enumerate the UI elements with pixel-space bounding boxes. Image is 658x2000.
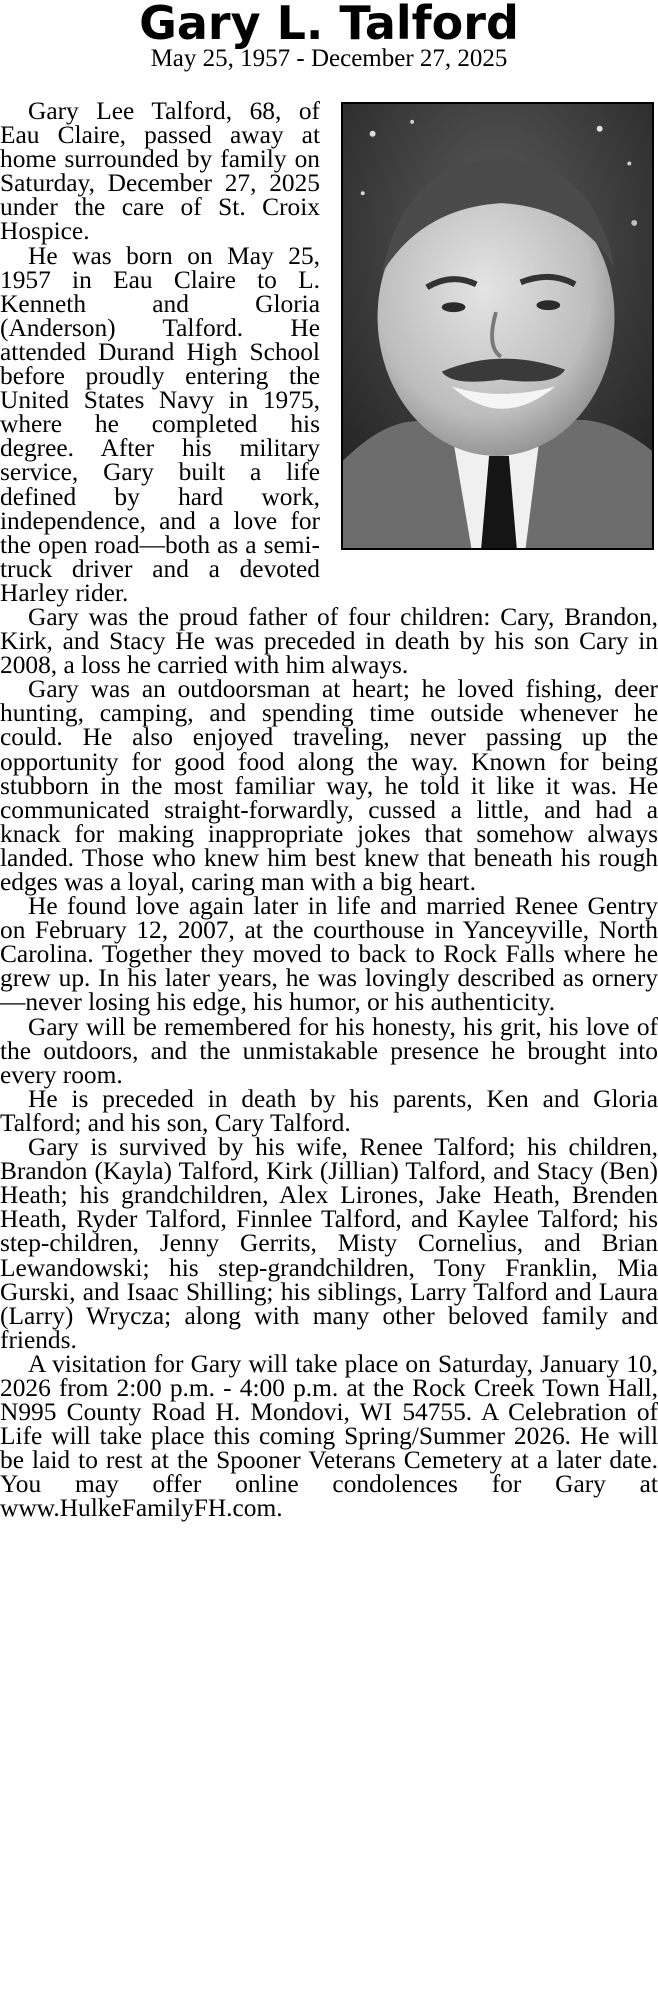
paragraph-remembrance: Gary will be remembered for his honesty, his grit, his love of the outdoors, and the unmistakable presence he brought into every room.	[0, 1012, 658, 1089]
paragraph-early-life: He was born on May 25, 1957 in Eau Claire to L. Kenneth and Gloria (Anderson) Talford. He attended Durand High School before proudly entering the United States Navy in 1975, where he completed his degree. After his military service, Gary built a life defined by hard work, independence, and a love for the open road—both as a semi-truck driver and a devoted Harley rider.	[0, 241, 320, 607]
life-dates: May 25, 1957 - December 27, 2025	[150, 45, 508, 72]
paragraph-marriage: He found love again later in life and married Renee Gentry on February 12, 2007, at the courthouse in Yanceyville, North Carolina. Together they moved to back to Rock Falls where he grew up. In his later years, he was lovingly described as ornery—never losing his edge, his humor, or his authenticity.	[0, 892, 658, 1017]
paragraph-services: A visitation for Gary will take place on Saturday, January 10, 2026 from 2:00 p.m. - 4:00 p.m. at the Rock Creek Town Hall, N995 County Road H. Mondovi, WI 54755. A Celebration of Life will take place this coming Spring/Summer 2026. He will be laid to rest at the Spooner Veterans Cemetery at a later date. You may offer online condolences for Gary at www.HulkeFamilyFH.com.	[0, 1349, 658, 1523]
obituary-text	[0, 99, 658, 1521]
photo-spacer	[320, 102, 658, 562]
paragraph-preceded: He is preceded in death by his parents, Ken and Gloria Talford; and his son, Cary Talford.	[0, 1084, 658, 1137]
obituary-name: Gary L. Talford	[139, 0, 519, 50]
paragraph-personality: Gary was an outdoorsman at heart; he loved fishing, deer hunting, camping, and spending time outside whenever he could. He also enjoyed traveling, never passing up the opportunity for good food along the way. Known for being stubborn in the most familiar way, he told it like it was. He communicated straight-forwardly, cussed a little, and had a knack for making inappropriate jokes that somehow always landed. Those who knew him best knew that beneath his rough edges was a loyal, caring man with a big heart.	[0, 675, 658, 896]
paragraph-children: Gary was the proud father of four children: Cary, Brandon, Kirk, and Stacy He was preceded in death by his son Cary in 2008, a loss he carried with him always.	[0, 602, 658, 680]
paragraph-survivors: Gary is survived by his wife, Renee Talford; his children, Brandon (Kayla) Talford, Kirk (Jillian) Talford, and Stacy (Ben) Heath; his grandchildren, Alex Lirones, Jake Heath, Brenden Heath, Ryder Talford, Finnlee Talford, and Kaylee Talford; his step-children, Jenny Gerrits, Misty Cornelius, and Brian Lewandowski; his step-grandchildren, Tony Franklin, Mia Gurski, and Isaac Shilling; his siblings, Larry Talford and Laura (Larry) Wrycza; along with many other beloved family and friends.	[0, 1133, 658, 1354]
paragraph-death-notice: Gary Lee Talford, 68, of Eau Claire, passed away at home surrounded by family on Saturday, December 27, 2025 under the care of St. Croix Hospice.	[0, 97, 320, 246]
